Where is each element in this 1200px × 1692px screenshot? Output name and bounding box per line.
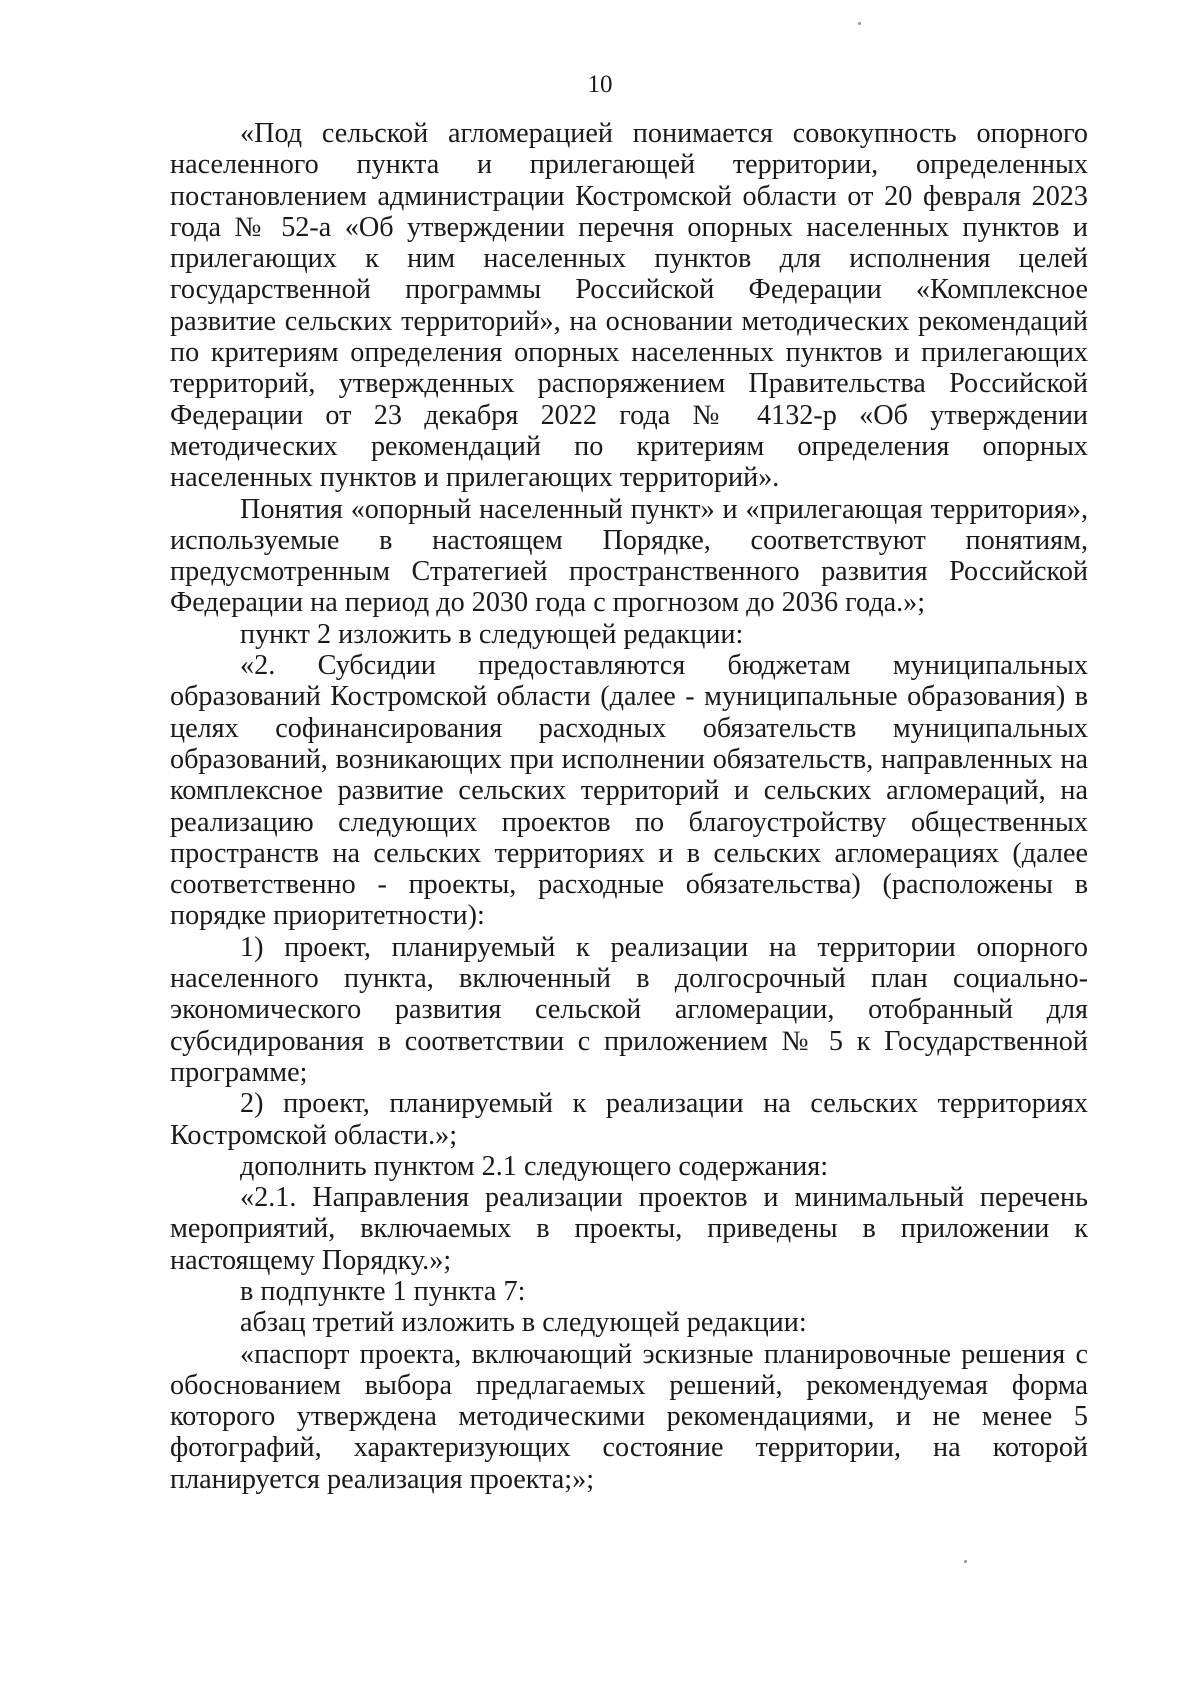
paragraph-abzac-intro: абзац третий изложить в следующей редакции: [240,1307,807,1339]
page-number: 10 [587,71,613,98]
paragraph-subitem-1: 1) проект, планируемый к реализации на территории опорного населенного пункта, включенный в долгосрочный план социально-экономического развития сельской агломерации, отобранный для субсидирования в соответствии с приложением № 5 к Государственной программе; [170,931,1088,1088]
scan-speck [964,1560,967,1563]
paragraph-item-7-intro: в подпункте 1 пункта 7: [240,1275,526,1307]
scan-speck [858,22,861,25]
paragraph-agglomeration-definition: «Под сельской агломерацией понимается совокупность опорного населенного пункта и прилегающей территории, определенных постановлением администрации Костромской области от 20 февраля 2023 года № 52-а «Об утверждении перечня опорных населенных пунктов и прилегающих к ним населенных пунктов для исполнения целей государственной программы Российской Федерации «Комплексное развитие сельских территорий», на основании методических рекомендаций по критериям определения опорных населенных пунктов и прилегающих территорий, утвержденных распоряжением Правительства Российской Федерации от 23 декабря 2022 года № 4132-р «Об утверждении методических рекомендаций по критериям определения опорных населенных пунктов и прилегающих территорий». [170,118,1088,494]
paragraph-item-2-1: «2.1. Направления реализации проектов и минимальный перечень мероприятий, включаемых в проекты, приведены в приложении к настоящему Порядку.»; [170,1182,1088,1276]
document-body [170,118,1088,1495]
paragraph-item-2-1-intro: дополнить пунктом 2.1 следующего содержания: [240,1150,829,1182]
paragraph-subitem-2: 2) проект, планируемый к реализации на сельских территориях Костромской области.»; [170,1088,1088,1151]
paragraph-project-passport: «паспорт проекта, включающий эскизные планировочные решения с обоснованием выбора предлагаемых решений, рекомендуемая форма которого утверждена методическими рекомендациями, и не менее 5 фотографий, характеризующих состояние территории, на которой планируется реализация проекта;»; [170,1338,1088,1495]
paragraph-item-2-subsidies: «2. Субсидии предоставляются бюджетам муниципальных образований Костромской области (далее - муниципальные образования) в целях софинансирования расходных обязательств муниципальных образований, возникающих при исполнении обязательств, направленных на комплексное развитие сельских территорий и сельских агломераций, на реализацию следующих проектов по благоустройству общественных пространств на сельских территориях и в сельских агломерациях (далее соответственно - проекты, расходные обязательства) (расположены в порядке приоритетности): [170,650,1088,932]
paragraph-item-2-intro: пункт 2 изложить в следующей редакции: [240,618,744,650]
paragraph-terms-definition: Понятия «опорный населенный пункт» и «прилегающая территория», используемые в настоящем Порядке, соответствуют понятиям, предусмотренным Стратегией пространственного развития Российской Федерации на период до 2030 года с прогнозом до 2036 года.»; [170,493,1088,619]
